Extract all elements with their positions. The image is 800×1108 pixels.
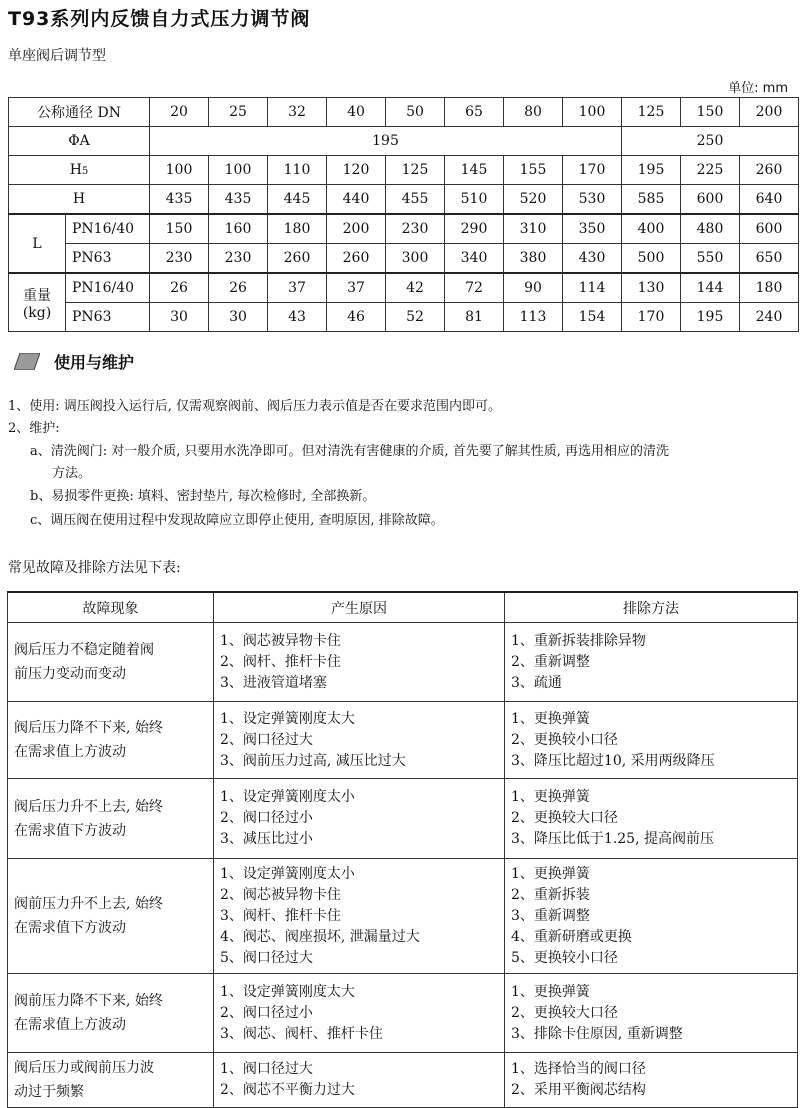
spec-cell: 125	[386, 156, 445, 185]
cause-item: 1、设定弹簧刚度太小	[220, 789, 355, 805]
spec-cell: 260	[327, 244, 386, 274]
spec-row-h5	[9, 156, 799, 185]
spec-cell: 430	[563, 244, 622, 274]
fix-item: 2、更换较小口径	[511, 731, 618, 748]
spec-cell: 290	[445, 214, 504, 244]
spec-cell: 195	[622, 156, 681, 185]
phenomenon-line: 阀后压力降不下来, 始终	[14, 720, 163, 736]
weight-unit-text: (kg)	[22, 304, 52, 321]
table-row	[8, 1053, 798, 1108]
spec-cell: 200	[327, 214, 386, 244]
fix-item: 1、选择恰当的阀口径	[511, 1061, 646, 1077]
cause-item: 2、阀口径过小	[220, 810, 313, 826]
pn-label: PN63	[66, 303, 150, 332]
spec-cell: 65	[445, 98, 504, 127]
spec-cell: 230	[150, 244, 209, 274]
table-row	[8, 974, 798, 1053]
cause-item: 5、阀口径过大	[220, 949, 313, 966]
h5-label: H5	[9, 156, 150, 185]
fix-item: 3、降压比超过10, 采用两级降压	[511, 752, 715, 769]
fault-causes	[214, 779, 505, 859]
phenomenon-line: 在需求值下方波动	[14, 920, 126, 936]
spec-cell: 530	[563, 185, 622, 215]
fault-fixes	[505, 702, 798, 779]
spec-cell: 110	[268, 156, 327, 185]
maintenance-item-a-cont: 方法。	[52, 466, 92, 481]
spec-cell: 310	[504, 214, 563, 244]
spec-cell: 50	[386, 98, 445, 127]
spec-cell: 170	[622, 303, 681, 332]
spec-cell: 600	[681, 185, 740, 215]
phenomenon-line: 阀后压力不稳定随着阀	[14, 642, 154, 658]
pn-label: PN16/40	[66, 273, 150, 303]
fault-intro: 常见故障及排除方法见下表:	[8, 560, 181, 576]
spec-cell: 25	[209, 98, 268, 127]
spec-cell: 510	[445, 185, 504, 215]
spec-cell: 520	[504, 185, 563, 215]
spec-cell: 500	[622, 244, 681, 274]
spec-cell: 225	[681, 156, 740, 185]
spec-cell: 260	[268, 244, 327, 274]
fault-header-row	[8, 592, 798, 623]
fault-fixes	[505, 859, 798, 974]
table-row	[8, 623, 798, 702]
weight-label-text: 重量	[23, 287, 51, 304]
fault-causes	[214, 859, 505, 974]
spec-cell: 26	[150, 273, 209, 303]
spec-cell: 180	[740, 273, 799, 303]
spec-cell: 340	[445, 244, 504, 274]
spec-cell: 40	[327, 98, 386, 127]
spec-cell: 30	[150, 303, 209, 332]
cause-item: 2、阀芯不平衡力过大	[220, 1082, 355, 1098]
spec-cell: 150	[681, 98, 740, 127]
dn-label: 公称通径 DN	[9, 98, 150, 127]
phenomenon-line: 动过于频繁	[14, 1084, 84, 1100]
use-paragraph: 1、使用: 调压阀投入运行后, 仅需观察阀前、阀后压力表示值是否在要求范围内即可。	[8, 399, 502, 414]
spec-row-phia	[9, 127, 799, 156]
spec-cell: 195	[150, 127, 622, 156]
spec-cell: 90	[504, 273, 563, 303]
spec-cell: 300	[386, 244, 445, 274]
cause-item: 2、阀口径过大	[220, 731, 313, 748]
table-row	[8, 702, 798, 779]
spec-table	[8, 97, 799, 332]
cause-item: 3、进液管道堵塞	[220, 674, 327, 691]
fix-item: 1、更换弹簧	[511, 710, 590, 727]
spec-row-h	[9, 185, 799, 215]
cause-item: 2、阀口径过小	[220, 1004, 313, 1021]
fault-table	[7, 591, 798, 1108]
phenomenon-line: 在需求值上方波动	[14, 1017, 126, 1033]
spec-cell: 650	[740, 244, 799, 274]
spec-cell: 550	[681, 244, 740, 274]
fault-causes	[214, 702, 505, 779]
spec-cell: 480	[681, 214, 740, 244]
pn-label: PN16/40	[66, 214, 150, 244]
cause-item: 1、设定弹簧刚度太小	[220, 865, 355, 882]
spec-cell: 350	[563, 214, 622, 244]
fix-item: 2、采用平衡阀芯结构	[511, 1082, 646, 1098]
cause-item: 4、阀芯、阀座损坏, 泄漏量过大	[220, 928, 420, 945]
spec-cell: 145	[445, 156, 504, 185]
spec-cell: 37	[268, 273, 327, 303]
spec-cell: 32	[268, 98, 327, 127]
pn-label: PN63	[66, 244, 150, 274]
spec-cell: 130	[622, 273, 681, 303]
spec-cell: 20	[150, 98, 209, 127]
phenomenon-line: 阀后压力或阀前压力波	[14, 1060, 154, 1076]
spec-cell: 455	[386, 185, 445, 215]
spec-cell: 435	[150, 185, 209, 215]
spec-cell: 200	[740, 98, 799, 127]
fix-item: 3、疏通	[511, 674, 562, 691]
fix-item: 5、更换较小口径	[511, 949, 618, 966]
fault-fixes	[505, 779, 798, 859]
fix-item: 1、更换弹簧	[511, 789, 590, 805]
cause-item: 3、减压比过小	[220, 831, 313, 847]
cause-item: 2、阀芯被异物卡住	[220, 886, 341, 903]
page-title: T93系列内反馈自力式压力调节阀	[8, 8, 311, 30]
cause-item: 1、设定弹簧刚度太大	[220, 983, 355, 1000]
cause-item: 1、设定弹簧刚度太大	[220, 710, 355, 727]
spec-cell: 120	[327, 156, 386, 185]
spec-cell: 195	[681, 303, 740, 332]
table-row	[8, 859, 798, 974]
spec-cell: 155	[504, 156, 563, 185]
spec-cell: 640	[740, 185, 799, 215]
cause-item: 1、阀芯被异物卡住	[220, 632, 341, 649]
spec-cell: 585	[622, 185, 681, 215]
fault-fixes	[505, 1053, 798, 1108]
maintenance-item-a: a、清洗阀门: 对一般介质, 只要用水洗净即可。但对清洗有害健康的介质, 首先要了解其性质, 再选用相应的清洗	[30, 444, 670, 459]
column-header: 排除方法	[505, 592, 798, 623]
spec-cell: 46	[327, 303, 386, 332]
spec-cell: 445	[268, 185, 327, 215]
maintenance-item-c: c、调压阀在使用过程中发现故障应立即停止使用, 查明原因, 排除故障。	[30, 513, 444, 528]
maintenance-label: 2、维护:	[8, 421, 60, 436]
spec-cell: 52	[386, 303, 445, 332]
spec-cell: 600	[740, 214, 799, 244]
spec-cell: 180	[268, 214, 327, 244]
spec-row-w-pn16	[9, 273, 799, 303]
l-label: L	[9, 214, 66, 273]
phenomenon-line: 前压力变动而变动	[14, 666, 126, 682]
maintenance-item-b: b、易损零件更换: 填料、密封垫片, 每次检修时, 全部换新。	[30, 489, 376, 504]
spec-cell: 114	[563, 273, 622, 303]
phia-label: ΦA	[9, 127, 150, 156]
spec-row-l-pn16	[9, 214, 799, 244]
fault-causes	[214, 623, 505, 702]
cause-item: 3、阀杆、推杆卡住	[220, 907, 341, 924]
phenomenon-line: 在需求值上方波动	[14, 744, 126, 760]
phenomenon-line: 在需求值下方波动	[14, 822, 126, 839]
spec-cell: 400	[622, 214, 681, 244]
spec-cell: 72	[445, 273, 504, 303]
phenomenon-line: 阀前压力降不下来, 始终	[14, 993, 163, 1009]
fix-item: 3、排除卡住原因, 重新调整	[511, 1025, 683, 1042]
fix-item: 2、重新调整	[511, 653, 590, 670]
fix-item: 1、重新拆装排除异物	[511, 632, 646, 649]
fix-item: 2、重新拆装	[511, 886, 590, 903]
fault-causes	[214, 1053, 505, 1108]
spec-cell: 30	[209, 303, 268, 332]
column-header: 产生原因	[214, 592, 505, 623]
h-label: H	[9, 185, 150, 215]
spec-row-l-pn63	[9, 244, 799, 274]
spec-cell: 26	[209, 273, 268, 303]
fix-item: 1、更换弹簧	[511, 983, 590, 1000]
section-marker-icon	[14, 353, 40, 370]
fix-item: 2、更换较大口径	[511, 810, 618, 826]
spec-cell: 80	[504, 98, 563, 127]
fault-phenomenon	[8, 974, 214, 1053]
spec-cell: 160	[209, 214, 268, 244]
fault-phenomenon	[8, 702, 214, 779]
spec-cell: 440	[327, 185, 386, 215]
fix-item: 1、更换弹簧	[511, 865, 590, 882]
spec-cell: 37	[327, 273, 386, 303]
spec-cell: 240	[740, 303, 799, 332]
fix-item: 3、降压比低于1.25, 提高阀前压	[511, 831, 714, 847]
fault-phenomenon	[8, 1053, 214, 1108]
fix-item: 2、更换较大口径	[511, 1004, 618, 1021]
spec-cell: 81	[445, 303, 504, 332]
spec-cell: 260	[740, 156, 799, 185]
page-subtitle: 单座阀后调节型	[8, 48, 106, 64]
spec-cell: 170	[563, 156, 622, 185]
spec-cell: 144	[681, 273, 740, 303]
fault-fixes	[505, 623, 798, 702]
spec-cell: 250	[622, 127, 799, 156]
spec-cell: 380	[504, 244, 563, 274]
spec-cell: 42	[386, 273, 445, 303]
spec-cell: 43	[268, 303, 327, 332]
fault-fixes	[505, 974, 798, 1053]
fix-item: 4、重新研磨或更换	[511, 928, 632, 945]
section-title: 使用与维护	[54, 353, 135, 372]
fault-phenomenon	[8, 623, 214, 702]
unit-label: 单位: mm	[728, 81, 788, 96]
cause-item: 2、阀杆、推杆卡住	[220, 653, 341, 670]
spec-cell: 100	[563, 98, 622, 127]
fault-phenomenon	[8, 779, 214, 859]
cause-item: 3、阀芯、阀杆、推杆卡住	[220, 1025, 383, 1042]
spec-cell: 100	[150, 156, 209, 185]
phenomenon-line: 阀后压力升不上去, 始终	[14, 798, 163, 815]
phenomenon-line: 阀前压力升不上去, 始终	[14, 896, 163, 912]
spec-cell: 125	[622, 98, 681, 127]
cause-item: 3、阀前压力过高, 减压比过大	[220, 752, 406, 769]
spec-row-dn	[9, 98, 799, 127]
column-header: 故障现象	[8, 592, 214, 623]
spec-cell: 154	[563, 303, 622, 332]
weight-label	[9, 273, 66, 332]
cause-item: 1、阀口径过大	[220, 1061, 313, 1077]
fault-phenomenon	[8, 859, 214, 974]
spec-cell: 230	[386, 214, 445, 244]
spec-cell: 150	[150, 214, 209, 244]
spec-cell: 100	[209, 156, 268, 185]
spec-cell: 230	[209, 244, 268, 274]
table-row	[8, 779, 798, 859]
spec-cell: 435	[209, 185, 268, 215]
spec-cell: 113	[504, 303, 563, 332]
fix-item: 3、重新调整	[511, 907, 590, 924]
fault-causes	[214, 974, 505, 1053]
spec-row-w-pn63	[9, 303, 799, 332]
